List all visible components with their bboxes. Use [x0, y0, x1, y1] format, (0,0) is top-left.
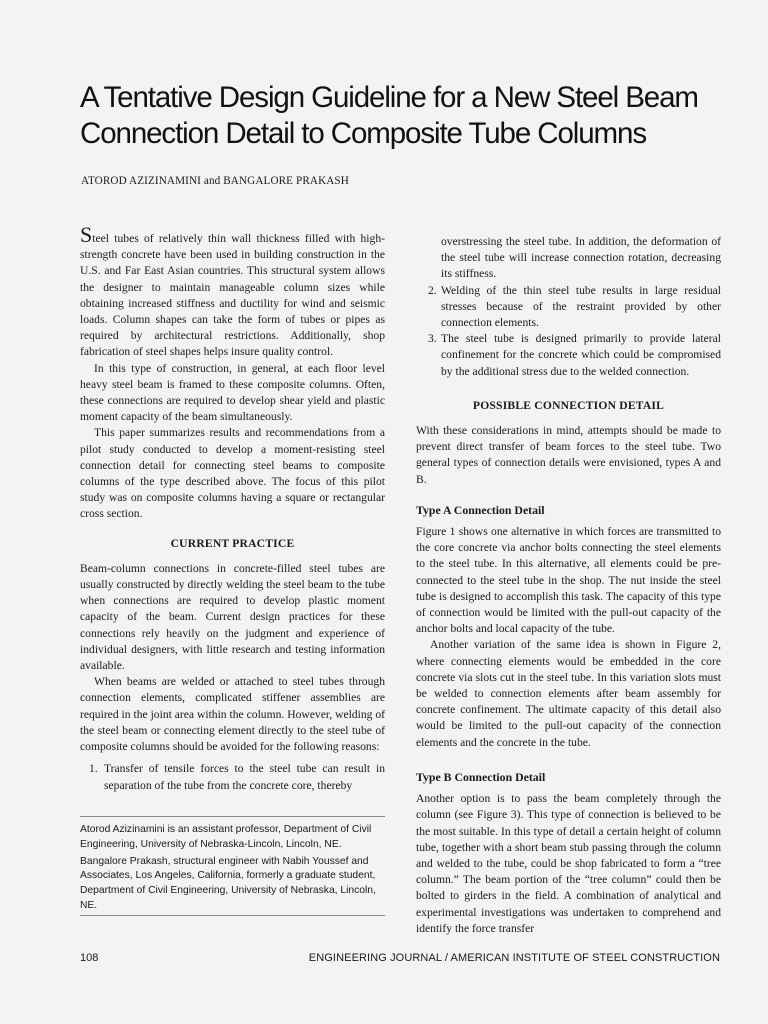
reasons-list-item-1-continued: overstressing the steel tube. In addition, the deformation of the steel tube will increase connection rotation, decreasing its stiffness. [441, 235, 721, 281]
reasons-list-continued [416, 234, 721, 380]
type-a-paragraph-1: Figure 1 shows one alternative in which forces are transmitted to the core concrete via anchor bolts connecting the steel elements to the steel tube. In this alternative, all elements could be pre-connected to the steel tube in the shop. The nut inside the steel tube is designed to accomplish this task. The capacity of this type of connection would be limited with the pull-out capacity of the anchor bolts and local capacity of the tube. [416, 525, 721, 636]
left-column [80, 222, 385, 794]
title-line-2: Connection Detail to Composite Tube Columns [80, 117, 646, 150]
list-item-text: The steel tube is designed primarily to provide lateral confinement for the concrete which could be compromised by the additional stress due to the welded connection. [441, 332, 721, 378]
current-practice-paragraph-1: Beam-column connections in concrete-filled steel tubes are usually constructed by directly welding the steel beam to the tube when connections are required to develop plastic moment capacity of the beam. Current design practices for these connections rely heavily on the judgment and experience of individual designers, with little research and testing information available. [80, 561, 385, 673]
intro-paragraph-1-text: teel tubes of relatively thin wall thickness filled with high-strength concrete have been used in building construction in the U.S. and Far East Asian countries. This structural system allows the designer to maintain manageable column sizes while obtaining increased stiffness and ductility for wind and seismic loads. Column shapes can take the form of tubes or pipes as required by architectural restrictions. Additionally, shop fabrication of steel shapes helps insure quality control. [80, 232, 385, 359]
article-title [80, 80, 720, 152]
footnote-divider-top [80, 816, 385, 817]
intro-paragraph-2: In this type of construction, in general, at each floor level heavy steel beam is framed to these composite columns. Often, these connections are required to develop shear yield and plastic moment capacity of the beam simultaneously. [80, 361, 385, 424]
footnote-divider-bottom [80, 915, 385, 916]
running-footer-journal: ENGINEERING JOURNAL / AMERICAN INSTITUTE OF STEEL CONSTRUCTION [308, 952, 720, 964]
reasons-list [80, 761, 385, 793]
list-item-text: Welding of the thin steel tube results in large residual stresses because of the restraint provided by other connection elements. [441, 283, 721, 330]
intro-paragraph-1 [80, 222, 385, 361]
intro-paragraph-3: This paper summarizes results and recommendations from a pilot study conducted to develop a moment-resisting steel connection detail for connecting steel beams to composite columns of the type described above. The focus of this pilot study was on composite columns having a square or rectangular cross section. [80, 426, 385, 521]
subsection-heading-type-a: Type A Connection Detail [416, 502, 545, 517]
list-item-text: Transfer of tensile forces to the steel tube can result in separation of the tube from the concrete core, thereby [104, 762, 385, 792]
section-heading-current-practice: CURRENT PRACTICE [170, 536, 295, 550]
right-column [416, 234, 721, 937]
current-practice-paragraph-2: When beams are welded or attached to steel tubes through connection elements, complicated stiffener assemblies are required in the joint area within the column. However, welding of the steel beam or connecting element directly to the steel tube of composite columns should be avoided for the following reasons: [80, 675, 385, 754]
reasons-list-item-2 [416, 283, 721, 332]
list-item-number: 1. [89, 762, 98, 776]
reasons-list-item-1 [80, 761, 385, 793]
page-number: 108 [80, 952, 99, 964]
possible-connection-paragraph: With these considerations in mind, attempts should be made to prevent direct transfer of beam forces to the steel tube. Two general types of connection details were envisioned, types A and B. [416, 424, 721, 486]
author-footnotes [80, 823, 385, 916]
list-item-number: 2. [428, 283, 437, 297]
footnote-author-2: Bangalore Prakash, structural engineer with Nabih Youssef and Associates, Los Angeles, California, formerly a graduate student, Department of Civil Engineering, University of Nebraska, Lincoln, NE. [80, 855, 376, 911]
type-a-paragraph-2: Another variation of the same idea is shown in Figure 2, where connecting elements would be embedded in the core concrete via slots cut in the steel tube. In this variation slots must be welded to connection elements after beam assembly for concrete confinement. The ultimate capacity of this detail also would be limited to the pull-out capacity of the connection elements and the concrete in the tube. [416, 638, 721, 749]
footnote-author-1: Atorod Azizinamini is an assistant professor, Department of Civil Engineering, University of Nebraska-Lincoln, Lincoln, NE. [80, 824, 372, 850]
drop-cap: S [80, 222, 93, 247]
title-line-1: A Tentative Design Guideline for a New Steel Beam [80, 81, 698, 114]
subsection-heading-type-b: Type B Connection Detail [416, 769, 546, 784]
section-heading-possible-connection-detail: POSSIBLE CONNECTION DETAIL [472, 398, 665, 412]
author-byline: ATOROD AZIZINAMINI and BANGALORE PRAKASH [81, 175, 349, 187]
list-item-number: 3. [428, 332, 437, 346]
type-b-paragraph-1: Another option is to pass the beam completely through the column (see Figure 3). This type of connection is believed to be the most suitable. In this type of detail a certain height of column tube, together with a short beam stub passing through the column and welded to the tube, could be shop fabricated to form a “tree column.” The beam portion of the “tree column” could then be bolted to girders in the field. A combination of analytical and experimental investigations was undertaken to comprehend and identify the force transfer [416, 792, 721, 935]
reasons-list-item-3 [416, 331, 721, 380]
